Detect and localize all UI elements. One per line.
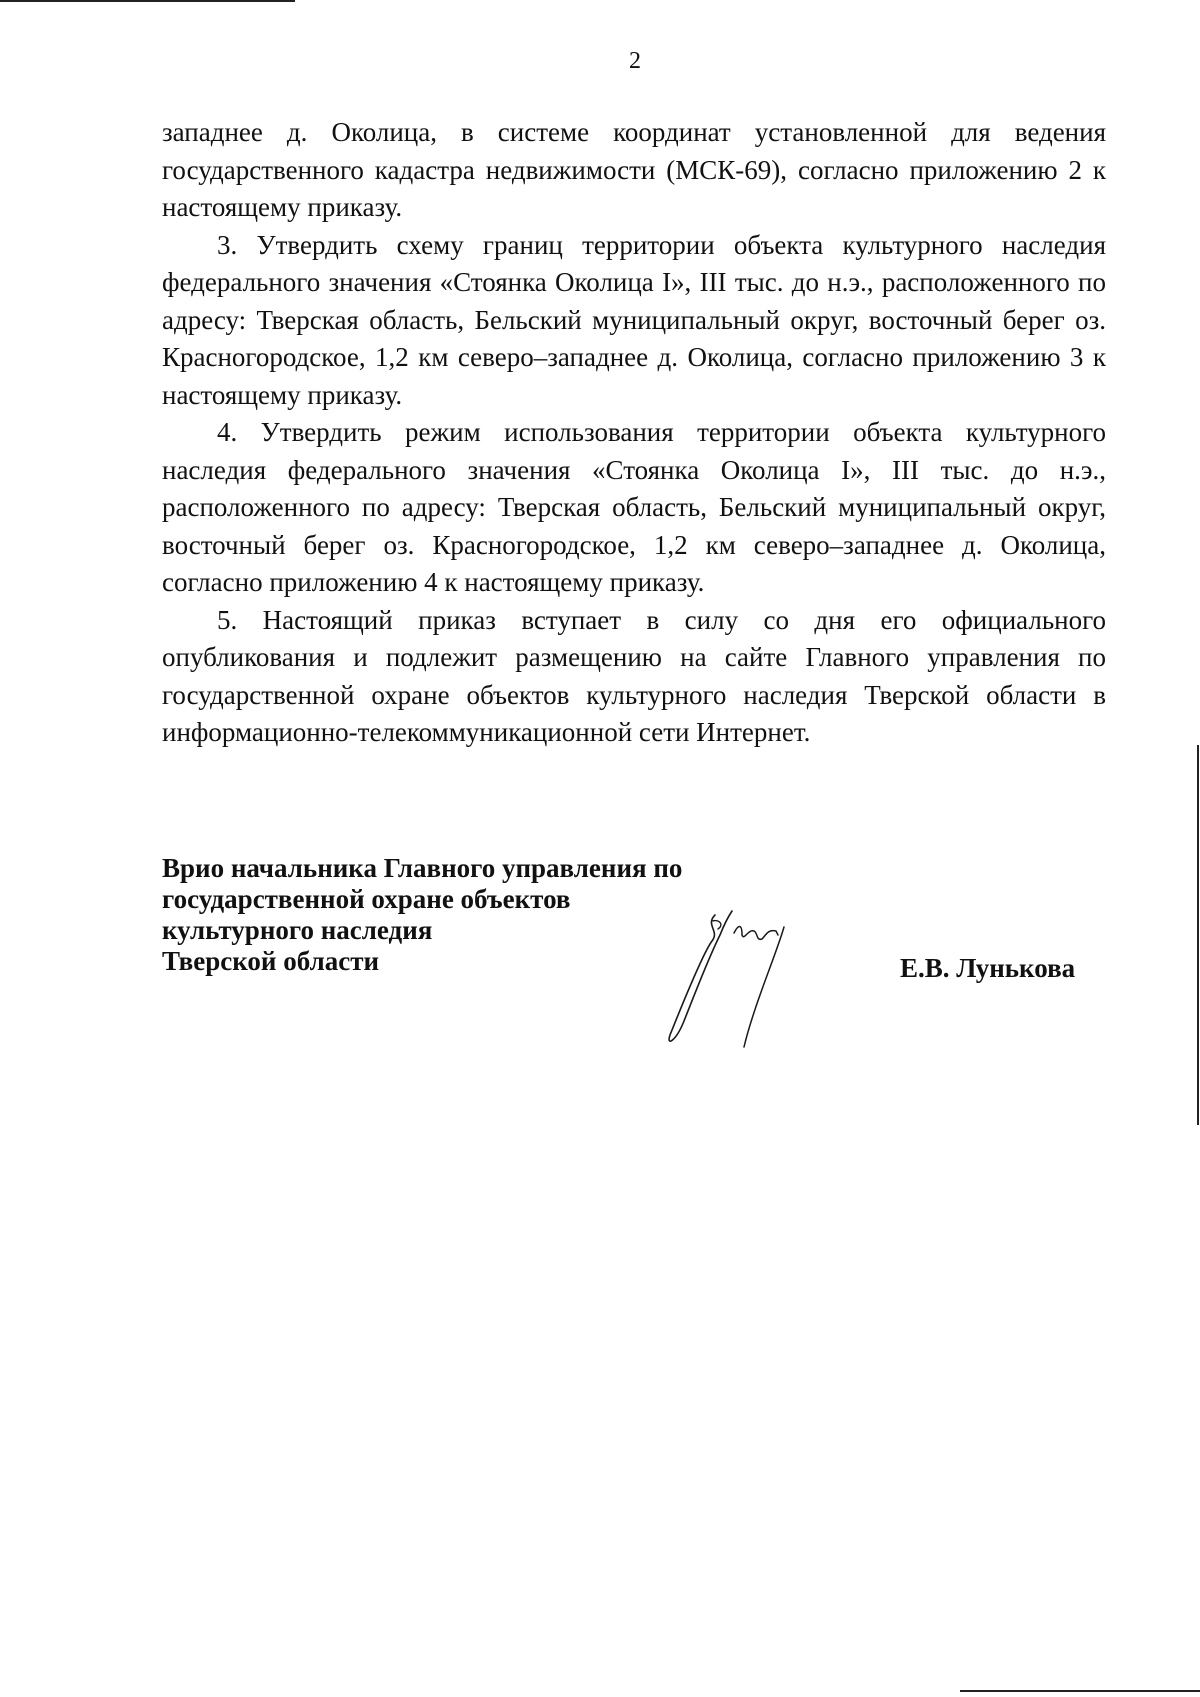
paragraph-continuation: западнее д. Околица, в системе координат установленной для ведения государственного кадастра недвижимости (МСК-69), согласно приложению 2 к настоящему приказу.	[162, 117, 1106, 222]
signatory-position-line: государственной охране объектов	[162, 884, 571, 914]
signatory-position-line: Врио начальника Главного управления по	[162, 853, 683, 883]
handwritten-signature	[650, 895, 830, 1055]
paragraph-item-4: 4. Утвердить режим использования территории объекта культурного наследия федерального значения «Стоянка Околица I», III тыс. до н.э., расположенного по адресу: Тверская область, Бельский муниципальный округ, восточный берег оз. Красногородское, 1,2 км северо–западнее д. Околица, согласно приложению 4 к настоящему приказу.	[162, 417, 1106, 597]
scan-edge-line-top	[0, 0, 295, 2]
signatory-name: Е.В. Лунькова	[900, 953, 1076, 983]
paragraph-item-3: 3. Утвердить схему границ территории объекта культурного наследия федерального значения «Стоянка Околица I», III тыс. до н.э., расположенного по адресу: Тверская область, Бельский муниципальный округ, восточный берег оз. Красногородское, 1,2 км северо–западнее д. Околица, согласно приложению 3 к настоящему приказу.	[162, 229, 1106, 410]
signatory-position-line: культурного наследия	[162, 915, 433, 945]
document-body	[162, 114, 1106, 752]
signatory-position	[162, 853, 682, 977]
scan-edge-line-right	[1197, 745, 1199, 1125]
paragraph-item-5: 5. Настоящий приказ вступает в силу со дня его официального опубликования и подлежит размещению на сайте Главного управления по государственной охране объектов культурного наследия Тверской области в информационно-телекоммуникационной сети Интернет.	[162, 604, 1106, 747]
signatory-position-line: Тверской области	[162, 946, 380, 976]
scan-edge-line-bottom	[960, 1690, 1200, 1692]
page-number: 2	[629, 48, 641, 74]
